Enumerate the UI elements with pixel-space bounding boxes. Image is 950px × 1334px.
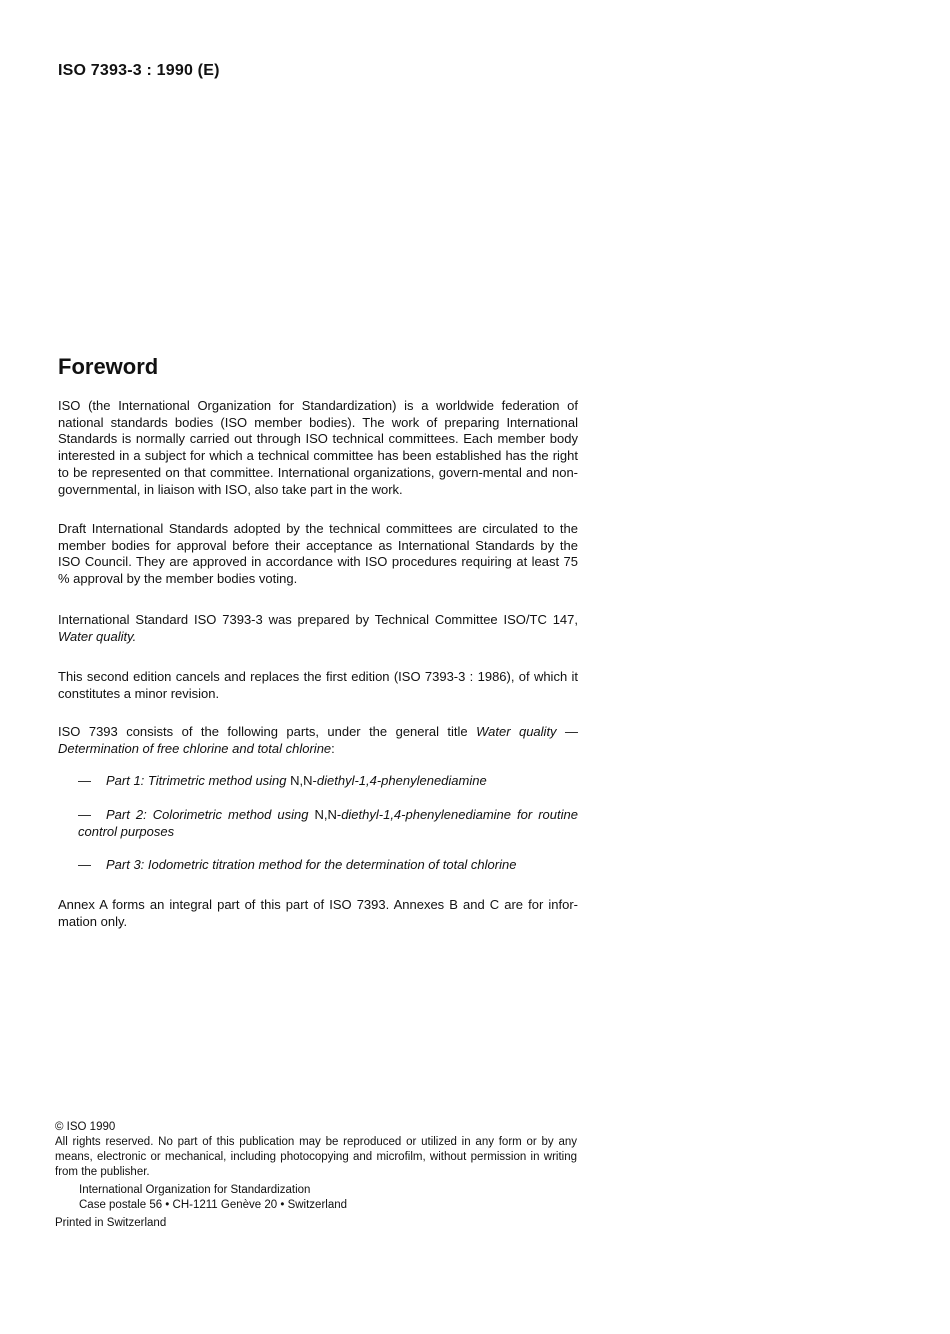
part-name: Part 3: <box>106 857 145 872</box>
dash-marker: — <box>78 807 91 822</box>
list-item <box>78 773 578 790</box>
part-name: Part 2: <box>106 807 147 822</box>
dash-marker: — <box>78 857 91 872</box>
part-name: Part 1: <box>106 773 145 788</box>
org-name: International Organization for Standardization <box>79 1184 311 1196</box>
printed-in: Printed in Switzerland <box>55 1217 167 1229</box>
prepared-by-text: International Standard ISO 7393-3 was prepared by Technical Committee ISO/TC 147, <box>58 612 578 627</box>
part-title-chem: diethyl-1,4-phenylenediamine <box>341 807 512 822</box>
copyright-line: © ISO 1990 <box>55 1121 116 1133</box>
paragraph-prepared-by <box>58 612 578 645</box>
part-title-upright: N,N- <box>314 807 342 822</box>
part-title: Colorimetric method using <box>152 807 309 822</box>
part-title-upright: N,N- <box>290 773 317 788</box>
paragraph-parts-intro <box>58 724 578 757</box>
paragraph-edition: This second edition cancels and replaces the first edition (ISO 7393-3 : 1986), of which it constitutes a minor revision. <box>58 669 578 701</box>
publisher-address <box>79 1183 601 1213</box>
part-title-tail: for routine control purposes <box>78 807 578 839</box>
general-title: Water quality — Determination of free chlorine and total chlorine <box>58 724 578 756</box>
committee-title: Water quality. <box>58 628 137 644</box>
list-item <box>78 807 578 840</box>
page-title: Foreword <box>58 354 159 379</box>
part-title: Iodometric titration method for the determination of total chlorine <box>147 857 517 872</box>
paragraph-annexes: Annex A forms an integral part of this part of ISO 7393. Annexes B and C are for infor-mation only. <box>58 897 578 929</box>
paragraph-draft-standards: Draft International Standards adopted by the technical committees are circulated to the member bodies for approval before their acceptance as International Standards by the ISO Council. They are approved in accordance with ISO procedures requiring at least 75 % approval by the member bodies voting. <box>58 521 578 587</box>
dash-marker: — <box>78 773 91 788</box>
list-item <box>78 857 578 874</box>
part-title-chem: diethyl-1,4-phenylenediamine <box>316 773 487 788</box>
rights-notice: All rights reserved. No part of this publication may be reproduced or utilized in any form or by any means, electronic or mechanical, including photocopying and microfilm, without permission in writing from the publisher. <box>55 1136 577 1178</box>
org-address: Case postale 56 • CH-1211 Genève 20 • Switzerland <box>79 1199 348 1211</box>
parts-intro-text: ISO 7393 consists of the following parts, under the general title <box>58 724 468 739</box>
parts-intro-end: : <box>331 740 335 756</box>
part-title: Titrimetric method using <box>147 773 287 788</box>
paragraph-iso-intro: ISO (the International Organization for Standardization) is a worldwide federation of national standards bodies (ISO member bodies). The work of preparing International Standards is normally carried out through ISO technical committees. Each member body interested in a subject for which a technical committee has been established has the right to be represented on that committee. International organizations, govern-mental and non-governmental, in liaison with ISO, also take part in the work. <box>58 398 578 497</box>
document-id: ISO 7393-3 : 1990 (E) <box>58 62 220 79</box>
